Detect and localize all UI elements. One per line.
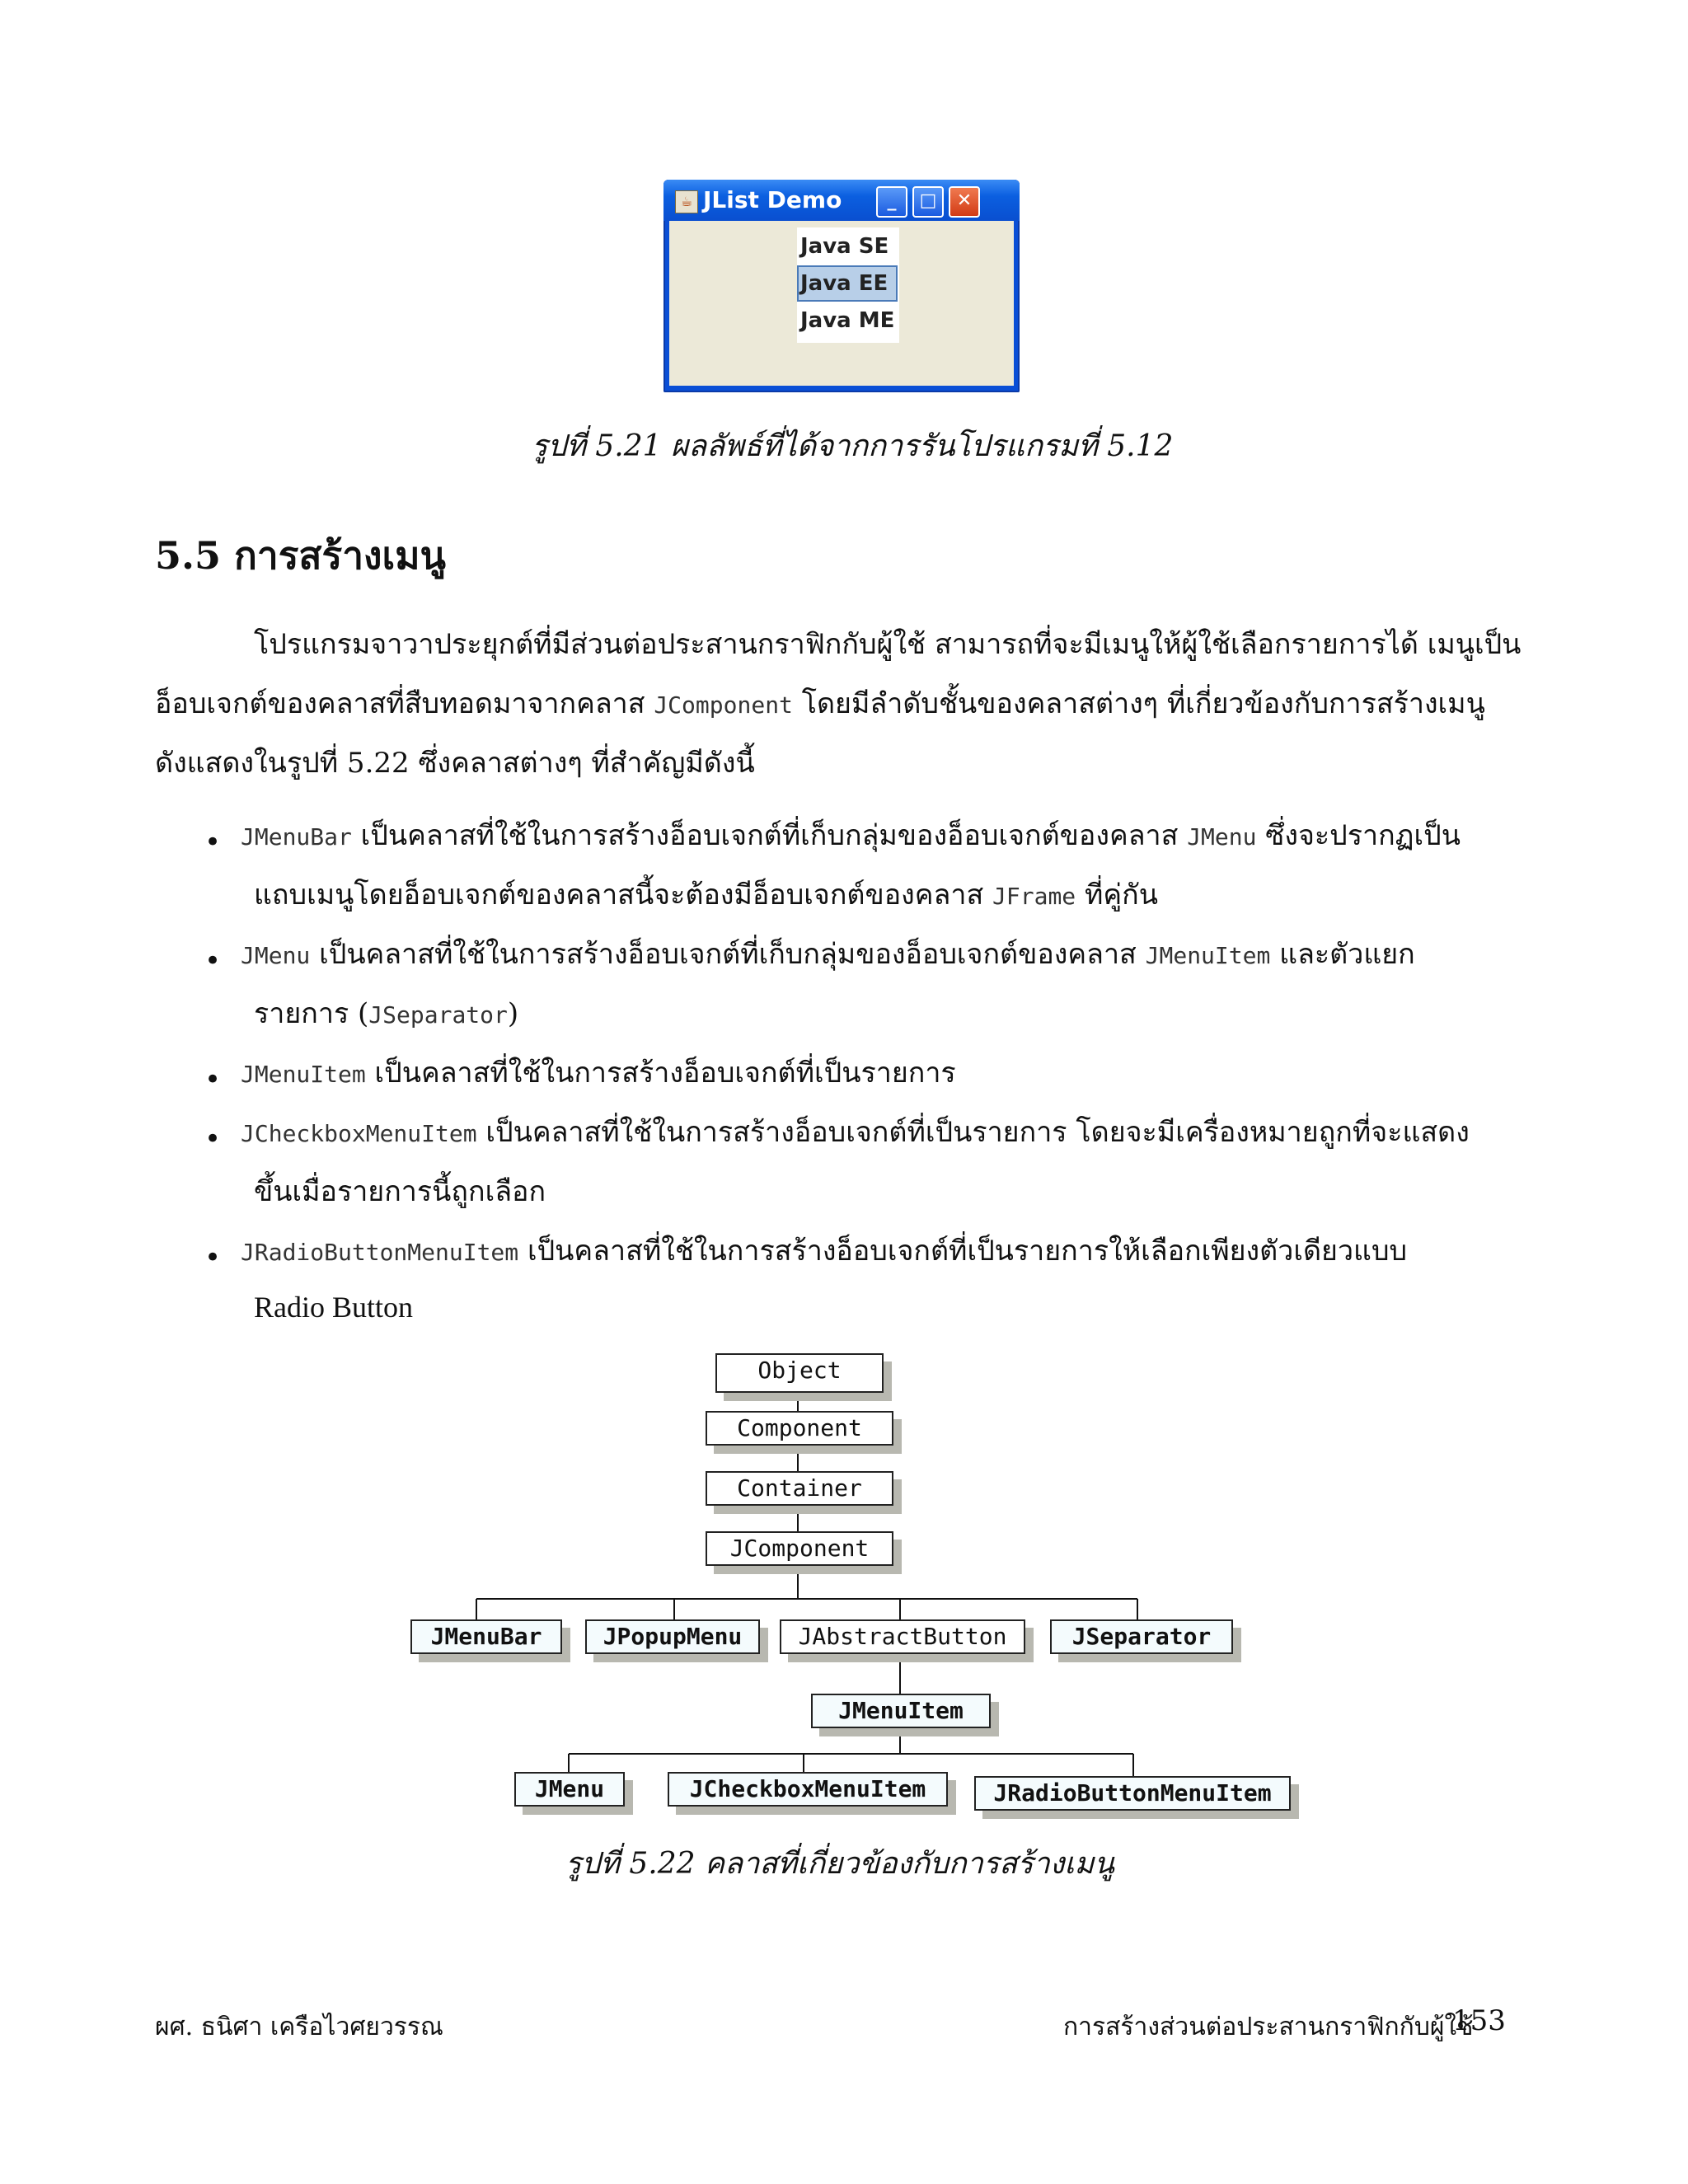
code-jmenu: JMenu — [241, 942, 311, 969]
class-box-jabstractbutton: JAbstractButton — [780, 1619, 1025, 1654]
section-heading: 5.5 การสร้างเมนู — [155, 533, 446, 578]
class-box-jmenubar: JMenuBar — [410, 1619, 562, 1654]
bullet-dot-icon: • — [204, 1122, 222, 1155]
java-cup-icon: ☕ — [675, 190, 698, 213]
bullet-text: เป็นคลาสที่ใช้ในการสร้างอ็อบเจกต์ที่เก็บกลุ่มของอ็อบเจกต์ของคลาส — [319, 938, 1137, 971]
code-jmenuitem: JMenuItem — [241, 1061, 366, 1088]
bullet-text: ที่คู่กัน — [1084, 879, 1158, 912]
figure-5-21-caption: รูปที่ 5.21 ผลลัพธ์ที่ได้จากการรันโปรแกรมที่ 5.12 — [532, 429, 1174, 463]
window-title: JList Demo — [703, 186, 842, 213]
bullet-text: เป็นคลาสที่ใช้ในการสร้างอ็อบเจกต์ที่เก็บกลุ่มของอ็อบเจกต์ของคลาส — [360, 819, 1179, 852]
bullet-text: ) — [507, 997, 519, 1030]
class-box-component: Component — [706, 1411, 893, 1446]
bullet-text: ซึ่งจะปรากฏเป็น — [1265, 819, 1461, 852]
class-box-jcheckboxmenuitem: JCheckboxMenuItem — [668, 1772, 948, 1807]
code-jseparator: JSeparator — [368, 1001, 508, 1029]
footer-chapter: การสร้างส่วนต่อประสานกราฟิกกับผู้ใช้ — [1063, 2013, 1474, 2041]
bullet-text: เป็นคลาสที่ใช้ในการสร้างอ็อบเจกต์ที่เป็นรายการให้เลือกเพียงตัวเดียวแบบ — [527, 1235, 1408, 1268]
bullet-jradiobuttonmenuitem-line-2: Radio Button — [254, 1291, 414, 1324]
page-number: 153 — [1452, 2004, 1506, 2037]
bullet-text: และตัวแยก — [1279, 938, 1415, 971]
bullet-dot-icon: • — [204, 826, 222, 859]
paragraph-line-3: ดังแสดงในรูปที่ 5.22 ซึ่งคลาสต่างๆ ที่สำคัญมีดังนี้ — [155, 747, 755, 780]
code-jcheckboxmenuitem: JCheckboxMenuItem — [241, 1120, 477, 1147]
bullet-text: รายการ ( — [254, 997, 369, 1030]
class-box-jmenuitem: JMenuItem — [811, 1694, 991, 1728]
close-button[interactable]: ✕ — [949, 186, 980, 218]
list-item[interactable]: Java ME — [800, 308, 895, 333]
list-item-selected[interactable]: Java EE — [799, 267, 896, 300]
bullet-jcheckboxmenuitem-line-2: ขึ้นเมื่อรายการนี้ถูกเลือก — [254, 1175, 546, 1208]
footer-author: ผศ. ธนิศา เครือไวศยวรรณ — [155, 2013, 443, 2041]
list-item[interactable]: Java SE — [800, 234, 889, 259]
bullet-dot-icon: • — [204, 944, 222, 977]
code-jmenubar: JMenuBar — [241, 823, 352, 851]
class-box-jradiobuttonmenuitem: JRadioButtonMenuItem — [974, 1776, 1291, 1811]
class-box-jmenu: JMenu — [514, 1772, 625, 1807]
code-jradiobuttonmenuitem: JRadioButtonMenuItem — [241, 1239, 519, 1266]
bullet-dot-icon: • — [204, 1241, 222, 1274]
code-jcomponent: JComponent — [654, 691, 793, 719]
paragraph-line-1: โปรแกรมจาวาประยุกต์ที่มีส่วนต่อประสานกราฟิกกับผู้ใช้ สามารถที่จะมีเมนูให้ผู้ใช้เลือกรายการได้ เมนูเป็น — [254, 628, 1522, 661]
paragraph-text: อ็อบเจกต์ของคลาสที่สืบทอดมาจากคลาส — [155, 687, 645, 720]
bullet-text: เป็นคลาสที่ใช้ในการสร้างอ็อบเจกต์ที่เป็นรายการ โดยจะมีเครื่องหมายถูกที่จะแสดง — [485, 1116, 1470, 1149]
bullet-dot-icon: • — [204, 1063, 222, 1096]
figure-5-22-caption: รูปที่ 5.22 คลาสที่เกี่ยวข้องกับการสร้างเมนู — [565, 1847, 1114, 1881]
code-jmenuitem: JMenuItem — [1145, 942, 1271, 969]
class-box-container: Container — [706, 1471, 893, 1506]
class-box-jpopupmenu: JPopupMenu — [585, 1619, 760, 1654]
code-jframe: JFrame — [992, 883, 1076, 910]
class-box-jseparator: JSeparator — [1050, 1619, 1233, 1654]
maximize-button[interactable]: □ — [912, 186, 944, 218]
class-box-object: Object — [715, 1353, 884, 1393]
bullet-text: แถบเมนูโดยอ็อบเจกต์ของคลาสนี้จะต้องมีอ็อบเจกต์ของคลาส — [254, 879, 984, 912]
minimize-button[interactable]: _ — [876, 186, 907, 218]
paragraph-text: โดยมีลำดับชั้นของคลาสต่างๆ ที่เกี่ยวข้องกับการสร้างเมนู — [801, 687, 1485, 720]
bullet-text: เป็นคลาสที่ใช้ในการสร้างอ็อบเจกต์ที่เป็นรายการ — [374, 1057, 956, 1090]
code-jmenu: JMenu — [1187, 823, 1257, 851]
class-box-jcomponent: JComponent — [706, 1531, 893, 1566]
